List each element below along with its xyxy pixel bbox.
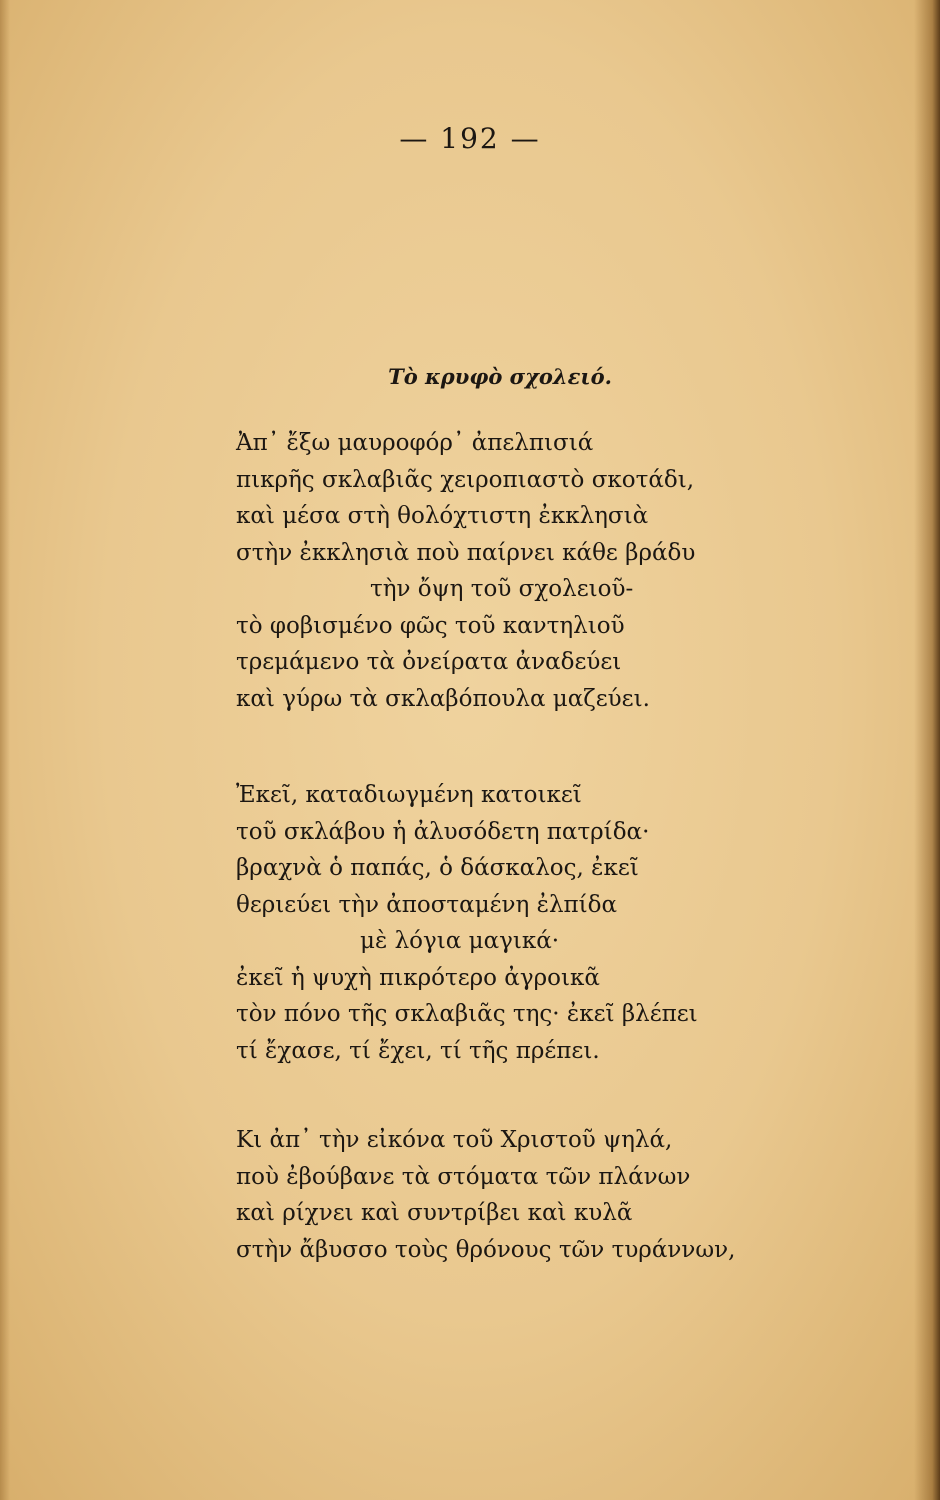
verse-line: καὶ ρίχνει καὶ συντρίβει καὶ κυλᾶ [236,1200,633,1226]
verse-line: μὲ λόγια μαγικά· [360,928,560,954]
verse-line: στὴν ἐκκλησιὰ ποὺ παίρνει κάθε βράδυ [236,539,696,566]
verse-line: Ἐκεῖ, καταδιωγμένη κατοικεῖ [236,782,582,808]
verse-line: στὴν ἄβυσσο τοὺς θρόνους τῶν τυράννων, [236,1236,736,1263]
verse-line: τὸ φοβισμένο φῶς τοῦ καντηλιοῦ [236,612,625,639]
page-number: — 192 — [399,122,541,155]
stanza-3 [236,1122,826,1268]
verse-line: θεριεύει τὴν ἀποσταμένη ἐλπίδα [236,891,618,918]
verse-line: τὸν πόνο τῆς σκλαβιᾶς της· ἐκεῖ βλέπει [236,1001,698,1027]
verse-line: τί ἔχασε, τί ἔχει, τί τῆς πρέπει. [236,1037,600,1064]
stanza-1 [236,425,826,717]
verse-line: καὶ γύρω τὰ σκλαβόπουλα μαζεύει. [236,685,650,712]
verse-line: πικρῆς σκλαβιᾶς χειροπιαστὸ σκοτάδι, [236,466,695,493]
verse-line: βραχνὰ ὁ παπάς, ὁ δάσκαλος, ἐκεῖ [236,855,639,881]
stanza-2 [236,777,826,1069]
verse-line: τὴν ὄψη τοῦ σχολειοῦ- [370,576,634,602]
verse-line: ποὺ ἐβούβανε τὰ στόματα τῶν πλάνων [236,1163,691,1190]
poem-title: Τὸ κρυφὸ σχολειό. [388,364,612,389]
verse-line: Κι ἀπ᾽ τὴν εἰκόνα τοῦ Χριστοῦ ψηλά, [236,1127,673,1153]
verse-line: καὶ μέσα στὴ θολόχτιστη ἐκκλησιὰ [236,503,649,529]
verse-line: ἐκεῖ ἡ ψυχὴ πικρότερο ἀγροικᾶ [236,964,600,991]
verse-line: Ἀπ᾽ ἔξω μαυροφόρ᾽ ἀπελπισιά [236,430,594,456]
page-binding-shadow [914,0,940,1500]
verse-line: τρεμάμενο τὰ ὀνείρατα ἀναδεύει [236,649,622,675]
page-left-shadow [0,0,10,1500]
verse-line: τοῦ σκλάβου ἡ ἀλυσόδετη πατρίδα· [236,818,650,845]
